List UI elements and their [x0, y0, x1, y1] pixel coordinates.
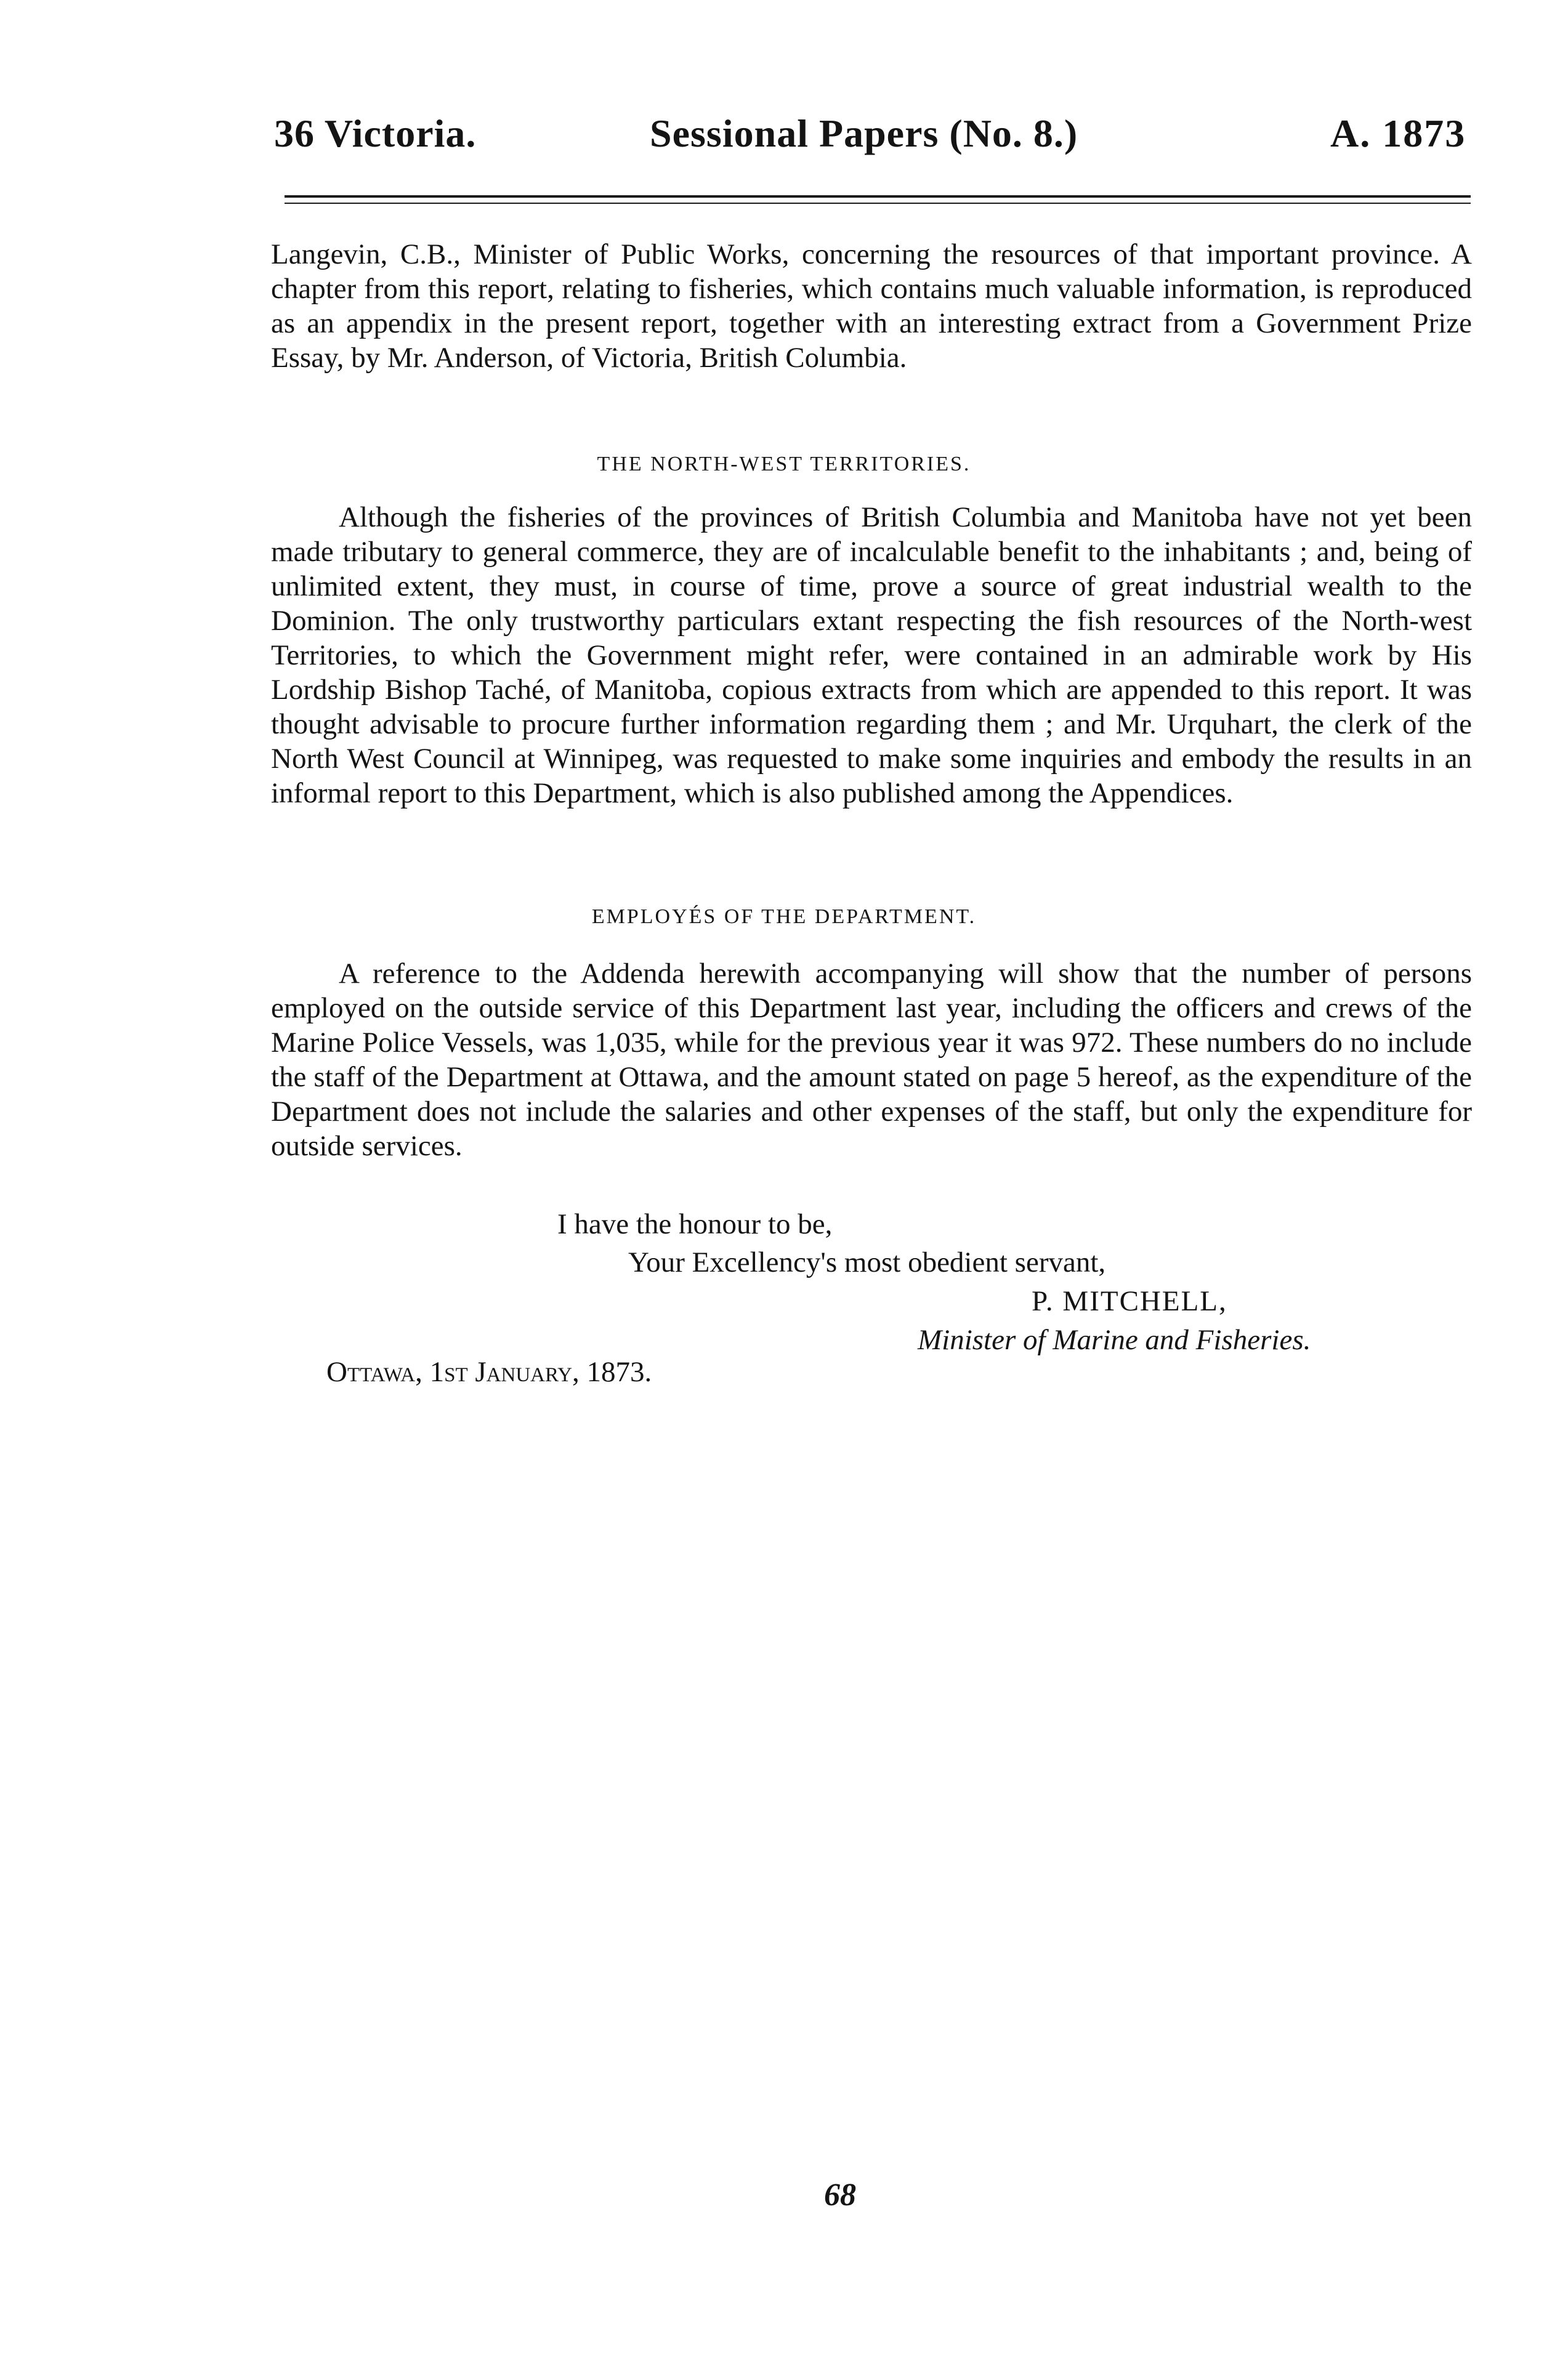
header-session: 36 Victoria.: [274, 111, 477, 155]
north-west-block: [271, 500, 1472, 810]
north-west-paragraph: Although the fisheries of the provinces of British Columbia and Manitoba have not yet been made tributary to general commerce, they are of incalculable benefit to the inhabitants ; and, being of unlimited extent, they must, in course of time, prove a source of great industrial wealth to the Dominion. The only trustworthy particulars extant respecting the fish resources of the North-west Territories, to which the Government might refer, were contained in an admirable work by His Lordship Bishop Taché, of Manitoba, copious extracts from which are appended to this report. It was thought advisable to procure further information regarding them ; and Mr. Urquhart, the clerk of the North West Council at Winnipeg, was requested to make some inquiries and embody the results in an informal report to this Department, which is also published among the Appendices.: [271, 501, 1472, 809]
employes-block: [271, 956, 1472, 1163]
header-year: A. 1873: [1330, 111, 1466, 155]
header-sessional-papers: Sessional Papers (No. 8.): [650, 111, 1078, 155]
closing-servant: Your Excellency's most obedient servant,: [628, 1246, 1106, 1278]
heading-employes: EMPLOYÉS OF THE DEPARTMENT.: [591, 905, 977, 928]
page-header: [0, 111, 1568, 172]
signature-name: P. MITCHELL,: [1032, 1285, 1227, 1317]
heading-north-west-territories: THE NORTH-WEST TERRITORIES.: [597, 453, 971, 475]
employes-paragraph: A reference to the Addenda herewith accompanying will show that the number of persons employed on the outside service of this Department last year, including the officers and crews of the Marine Police Vessels, was 1,035, while for the previous year it was 972. These numbers do no include the staff of the Department at Ottawa, and the amount stated on page 5 hereof, as the expenditure of the Department does not include the salaries and other expenses of the staff, but only the expenditure for outside services.: [271, 958, 1472, 1162]
intro-block: [271, 237, 1472, 375]
signature-title: Minister of Marine and Fisheries.: [918, 1324, 1311, 1356]
header-rule-thin: [285, 203, 1471, 204]
place-date: Ottawa, 1st January, 1873.: [326, 1356, 652, 1388]
closing-honour: I have the honour to be,: [557, 1208, 833, 1240]
intro-paragraph: Langevin, C.B., Minister of Public Works, concerning the resources of that important province. A chapter from this report, relating to fisheries, which contains much valuable information, is reproduced as an appendix in the present report, together with an interesting extract from a Government Prize Essay, by Mr. Anderson, of Victoria, British Columbia.: [271, 238, 1472, 374]
page-number: 68: [824, 2177, 856, 2213]
header-rule-thick: [285, 195, 1471, 198]
